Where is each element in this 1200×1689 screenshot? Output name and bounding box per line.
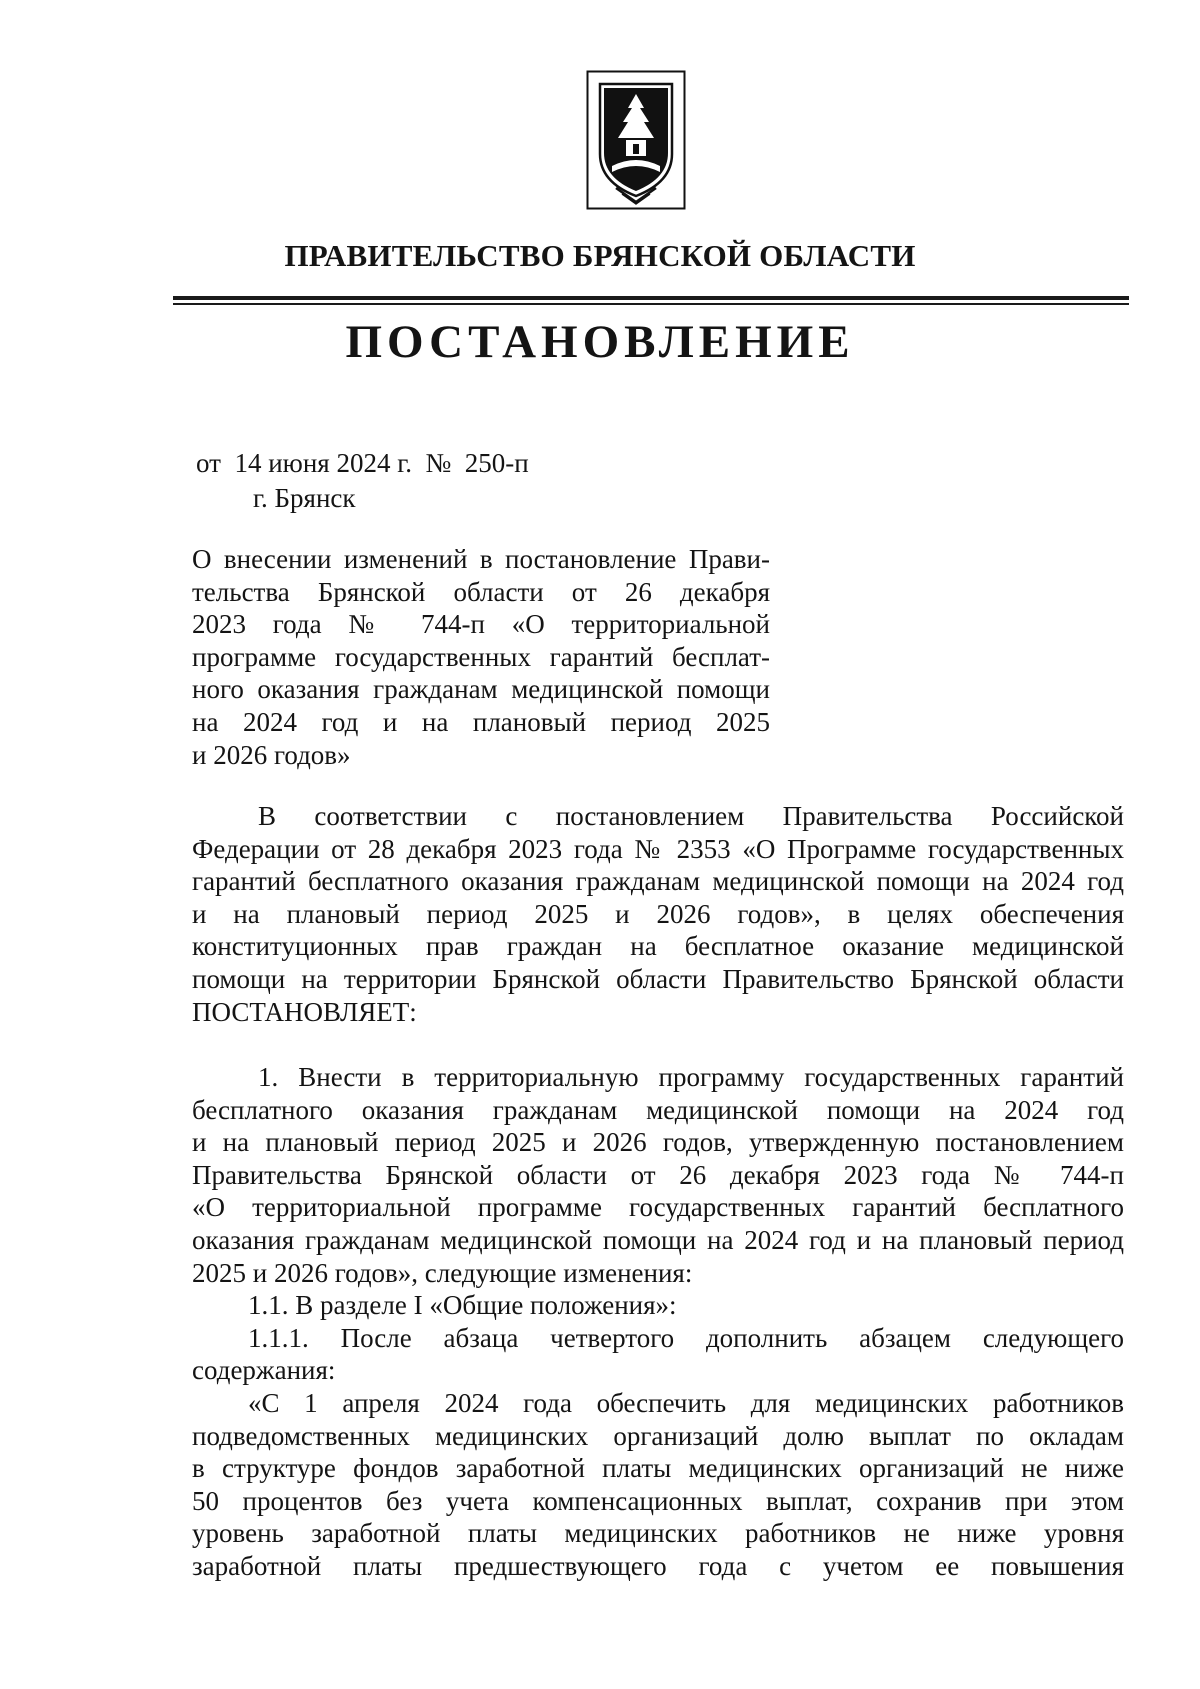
body-line: содержания: bbox=[192, 1355, 336, 1386]
decree-word: ПОСТАНОВЛЯЕТ: bbox=[192, 996, 417, 1027]
subitem-heading: 1.1. В разделе I «Общие положения»: bbox=[248, 1290, 677, 1321]
body-line: Федерации от 28 декабря 2023 года № 2353 «О Программе государственных bbox=[192, 833, 1124, 864]
header-rule-thin bbox=[173, 303, 1129, 305]
body-line: 1. Внести в территориальную программу государственных гарантий bbox=[258, 1062, 1124, 1092]
body-line: 1.1.1. После абзаца четвертого дополнить абзацем следующего bbox=[248, 1322, 1124, 1353]
body-line: В соответствии с постановлением Правительства Российской bbox=[258, 801, 1124, 831]
body-line: 2025 и 2026 годов», следующие изменения: bbox=[192, 1257, 693, 1288]
body-line: конституционных прав граждан на бесплатное оказание медицинской bbox=[192, 931, 1124, 962]
document-type-title: ПОСТАНОВЛЕНИЕ bbox=[345, 316, 855, 368]
date-number-line bbox=[196, 448, 529, 479]
header-rule-thick bbox=[173, 296, 1129, 300]
document-subject bbox=[192, 543, 770, 771]
date-prefix: от bbox=[196, 448, 221, 478]
body-line: уровень заработной платы медицинских работников не ниже уровня bbox=[192, 1518, 1124, 1549]
document-date: 14 июня 2024 г. bbox=[234, 448, 412, 478]
body-line: заработной платы предшествующего года с учетом ее повышения bbox=[192, 1550, 1124, 1581]
preamble-paragraph bbox=[192, 800, 1124, 1028]
body-line: «О территориальной программе государственных гарантий бесплатного bbox=[192, 1192, 1124, 1223]
subject-line: ного оказания гражданам медицинской помощи bbox=[192, 674, 770, 705]
body-line: «С 1 апреля 2024 года обеспечить для медицинских работников bbox=[248, 1387, 1124, 1418]
body-line: гарантий бесплатного оказания гражданам медицинской помощи на 2024 год bbox=[192, 866, 1124, 897]
subject-line: 2023 года № 744-п «О территориальной bbox=[192, 609, 770, 640]
document-number: 250-п bbox=[464, 448, 529, 478]
body-line: и на плановый период 2025 и 2026 годов, утвержденную постановлением bbox=[192, 1127, 1124, 1158]
document-city: г. Брянск bbox=[253, 483, 356, 513]
body-line: и на плановый период 2025 и 2026 годов», в целях обеспечения bbox=[192, 898, 1124, 929]
body-line: Правительства Брянской области от 26 декабря 2023 года № 744-п bbox=[192, 1159, 1124, 1190]
item-1-section bbox=[192, 1061, 1124, 1583]
number-sign: № bbox=[425, 448, 452, 478]
body-line: помощи на территории Брянской области Правительство Брянской области bbox=[192, 963, 1124, 994]
subject-line: и 2026 годов» bbox=[192, 739, 351, 770]
bryansk-coat-of-arms-icon bbox=[586, 70, 686, 210]
org-title: ПРАВИТЕЛЬСТВО БРЯНСКОЙ ОБЛАСТИ bbox=[284, 238, 916, 273]
body-line: подведомственных медицинских организаций долю выплат по окладам bbox=[192, 1420, 1124, 1451]
subject-line: программе государственных гарантий бесплат- bbox=[192, 641, 770, 672]
body-line: 50 процентов без учета компенсационных выплат, сохранив при этом bbox=[192, 1485, 1124, 1516]
body-line: оказания гражданам медицинской помощи на 2024 год и на плановый период bbox=[192, 1224, 1124, 1255]
body-line: бесплатного оказания гражданам медицинской помощи на 2024 год bbox=[192, 1094, 1124, 1125]
subject-line: тельства Брянской области от 26 декабря bbox=[192, 576, 770, 607]
subject-line: на 2024 год и на плановый период 2025 bbox=[192, 706, 770, 737]
subject-line: О внесении изменений в постановление Прави- bbox=[192, 544, 770, 574]
body-line: в структуре фондов заработной платы медицинских организаций не ниже bbox=[192, 1453, 1124, 1484]
